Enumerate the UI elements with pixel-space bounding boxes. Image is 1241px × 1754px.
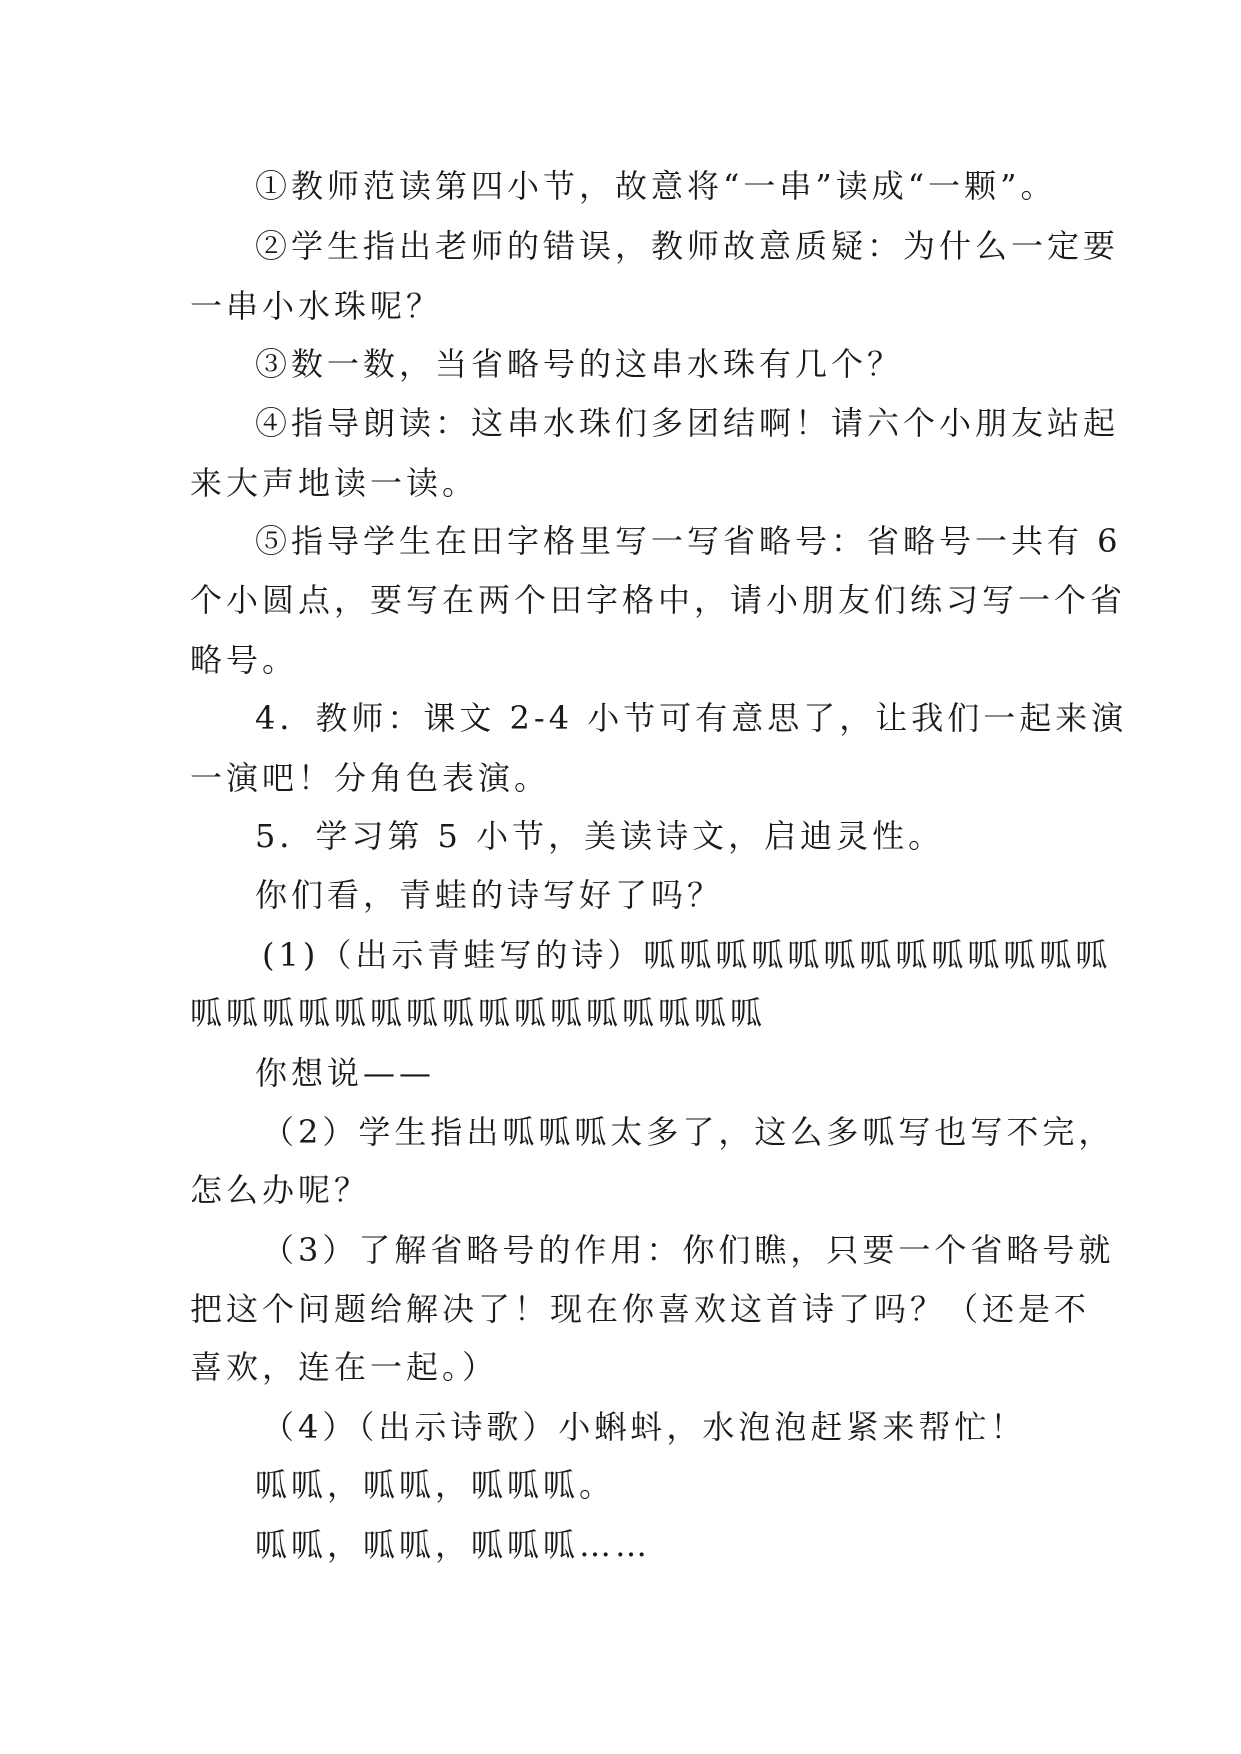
line-11: 一演吧！分角色表演。 <box>190 759 551 797</box>
line-15: 呱呱呱呱呱呱呱呱呱呱呱呱呱呱呱呱 <box>190 994 767 1032</box>
line-16: 你想说—— <box>255 1054 436 1092</box>
line-20: 把这个问题给解决了！现在你喜欢这首诗了吗？（还是不 <box>190 1290 1091 1328</box>
line-10: 4．教师：课文 2-4 小节可有意思了，让我们一起来演 <box>255 699 1128 737</box>
line-13: 你们看，青蛙的诗写好了吗？ <box>255 876 724 914</box>
line-4: ③数一数，当省略号的这串水珠有几个？ <box>255 345 904 383</box>
line-6: 来大声地读一读。 <box>190 464 479 502</box>
line-17: （2）学生指出呱呱呱太多了，这么多呱写也写不完， <box>262 1113 1115 1151</box>
line-7: ⑤指导学生在田字格里写一写省略号：省略号一共有 6 <box>255 522 1122 560</box>
line-14: (1)（出示青蛙写的诗）呱呱呱呱呱呱呱呱呱呱呱呱呱 <box>262 936 1112 974</box>
line-24: 呱呱，呱呱，呱呱呱…… <box>255 1526 652 1564</box>
line-18: 怎么办呢？ <box>190 1171 371 1209</box>
line-19: （3）了解省略号的作用：你们瞧，只要一个省略号就 <box>262 1231 1115 1269</box>
line-8: 个小圆点，要写在两个田字格中，请小朋友们练习写一个省 <box>190 581 1127 619</box>
line-3: 一串小水珠呢？ <box>190 287 443 325</box>
line-1: ①教师范读第四小节，故意将“一串”读成“一颗”。 <box>255 167 1057 205</box>
line-9: 略号。 <box>190 641 299 679</box>
line-21: 喜欢，连在一起。） <box>190 1348 499 1386</box>
line-5: ④指导朗读：这串水珠们多团结啊！请六个小朋友站起 <box>255 404 1120 442</box>
line-2: ②学生指出老师的错误，教师故意质疑：为什么一定要 <box>255 227 1120 265</box>
line-23: 呱呱，呱呱，呱呱呱。 <box>255 1466 616 1504</box>
line-22: （4）（出示诗歌）小蝌蚪，水泡泡赶紧来帮忙！ <box>262 1408 1027 1446</box>
line-12: 5．学习第 5 小节，美读诗文，启迪灵性。 <box>255 817 945 855</box>
